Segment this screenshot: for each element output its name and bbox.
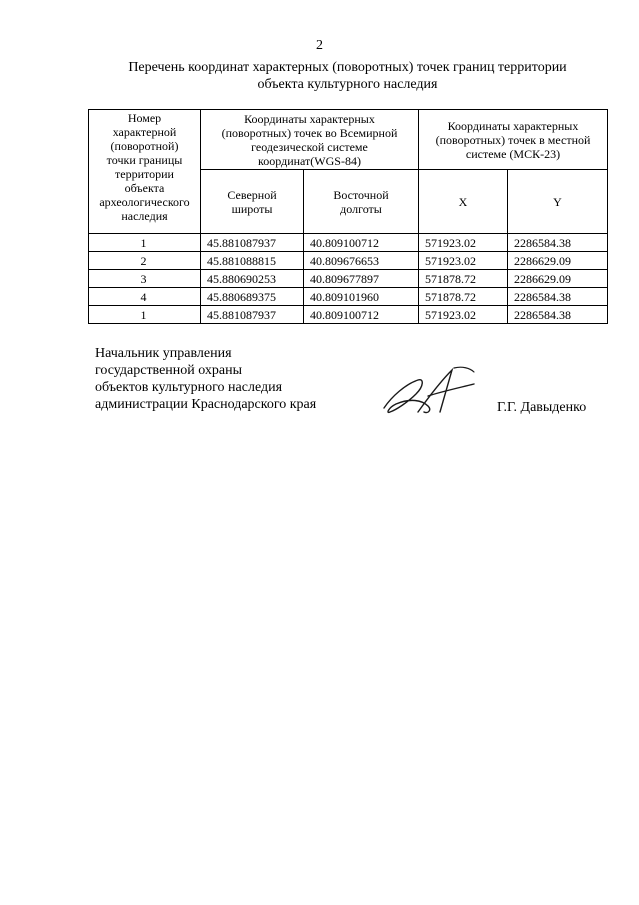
cell-point-number: 4 — [89, 288, 201, 306]
coordinates-table — [88, 109, 608, 324]
position-line: Начальник управления — [95, 346, 232, 361]
position-line: государственной охраны — [95, 363, 243, 378]
handwritten-signature — [378, 362, 490, 422]
table-row — [89, 270, 608, 288]
cell-y: 2286584.38 — [508, 306, 608, 324]
cell-x: 571923.02 — [419, 234, 508, 252]
cell-x: 571878.72 — [419, 270, 508, 288]
header-east-longitude: Восточной долготы — [304, 170, 419, 234]
table-row — [89, 288, 608, 306]
cell-longitude: 40.809676653 — [304, 252, 419, 270]
table-row — [89, 252, 608, 270]
header-wgs84-group: Координаты характерных (поворотных) точек во Всемирной геодезической системе координат(WGS-84) — [201, 110, 419, 170]
cell-point-number: 2 — [89, 252, 201, 270]
cell-longitude: 40.809677897 — [304, 270, 419, 288]
cell-longitude: 40.809101960 — [304, 288, 419, 306]
cell-y: 2286629.09 — [508, 270, 608, 288]
cell-y: 2286629.09 — [508, 252, 608, 270]
cell-point-number: 3 — [89, 270, 201, 288]
cell-y: 2286584.38 — [508, 288, 608, 306]
header-msk23-group: Координаты характерных (поворотных) точек в местной системе (МСК-23) — [419, 110, 608, 170]
table-row — [89, 306, 608, 324]
page-number: 2 — [316, 38, 323, 53]
position-line: объектов культурного наследия — [95, 380, 283, 395]
cell-latitude: 45.880690253 — [201, 270, 304, 288]
signer-name: Г.Г. Давыденко — [497, 400, 587, 415]
title-line-1: Перечень координат характерных (поворотных) точек границ территории — [128, 60, 567, 75]
document-title — [95, 59, 600, 93]
table-row — [89, 234, 608, 252]
cell-point-number: 1 — [89, 234, 201, 252]
cell-x: 571923.02 — [419, 306, 508, 324]
cell-latitude: 45.881087937 — [201, 234, 304, 252]
position-line: администрации Краснодарского края — [95, 397, 317, 412]
header-x: X — [419, 170, 508, 234]
cell-latitude: 45.880689375 — [201, 288, 304, 306]
header-y: Y — [508, 170, 608, 234]
cell-x: 571878.72 — [419, 288, 508, 306]
cell-longitude: 40.809100712 — [304, 306, 419, 324]
cell-latitude: 45.881087937 — [201, 306, 304, 324]
cell-x: 571923.02 — [419, 252, 508, 270]
header-point-number: Номер характерной (поворотной) точки границы территории объекта археологического наследия — [89, 110, 201, 234]
cell-y: 2286584.38 — [508, 234, 608, 252]
header-north-latitude: Северной широты — [201, 170, 304, 234]
signatory-position — [95, 345, 316, 413]
cell-longitude: 40.809100712 — [304, 234, 419, 252]
title-line-2: объекта культурного наследия — [257, 77, 438, 92]
cell-latitude: 45.881088815 — [201, 252, 304, 270]
cell-point-number: 1 — [89, 306, 201, 324]
